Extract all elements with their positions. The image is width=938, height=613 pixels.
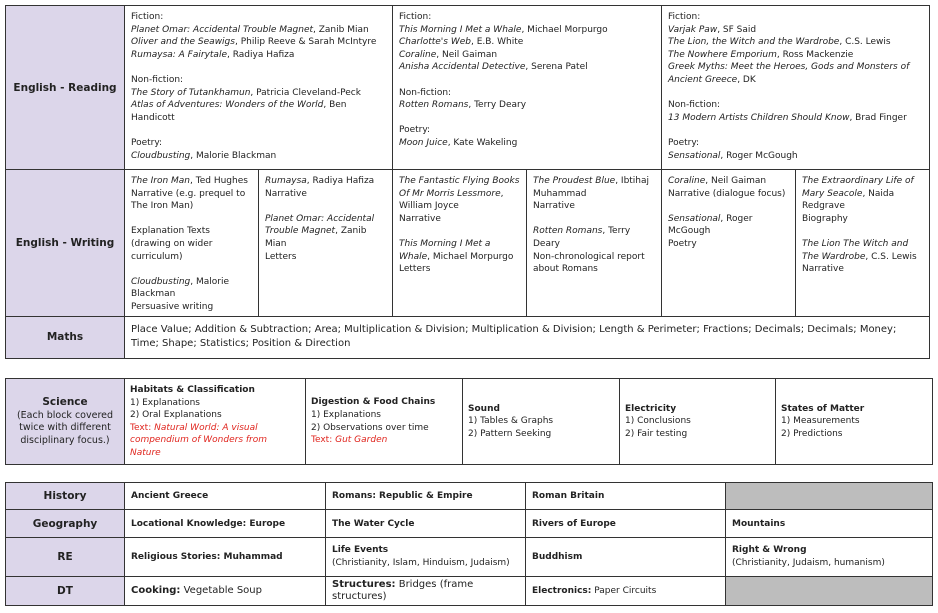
list-item: [399, 137, 655, 150]
spacer: [668, 87, 923, 100]
geography-cell-4-text: Mountains: [732, 518, 786, 529]
book-title: The Iron Man: [131, 176, 191, 186]
dt-cell-2-bold: Structures:: [332, 579, 396, 590]
re-cell-3-title: Buddhism: [532, 551, 583, 562]
re-cell-1-title: Religious Stories: Muhammad: [131, 551, 283, 562]
spacer: [131, 124, 386, 137]
science-block-title: Electricity: [625, 403, 677, 414]
book-author: , Kate Wakeling: [447, 137, 518, 148]
list-item: [265, 175, 386, 188]
list-item: [131, 150, 386, 163]
list-item: [131, 137, 386, 150]
science-block-3: [463, 379, 620, 465]
list-item: [131, 24, 386, 37]
re-cell-4-title: Right & Wrong: [732, 545, 807, 556]
spacer: [668, 200, 789, 213]
science-label: [6, 379, 125, 465]
dt-row: [6, 577, 933, 606]
re-cell-1-content: [125, 549, 325, 566]
book-author: , C.S. Lewis: [865, 251, 917, 262]
book-author: , Roger McGough: [668, 213, 753, 237]
science-text-title: Gut Garden: [335, 435, 388, 446]
line-text: Narrative: [802, 264, 844, 275]
book-title: 13 Modern Artists Children Should Know: [668, 112, 850, 123]
line-text: Poetry:: [668, 137, 700, 148]
science-block-2-content: [306, 391, 462, 451]
list-item: [802, 213, 923, 226]
list-item: [533, 175, 655, 200]
geography-row: [6, 510, 933, 538]
book-title: The Fantastic Flying Books Of Mr Morris Lessmore: [399, 176, 520, 199]
line-text: Non-fiction:: [131, 74, 184, 85]
line-text: Explanation Texts (drawing on wider curriculum): [131, 226, 213, 262]
science-block-2: [306, 379, 463, 465]
dt-cell-2-content: [326, 577, 525, 605]
list-item: [131, 175, 252, 188]
science-text-line: [311, 434, 457, 447]
re-cell-2-title: Life Events: [332, 545, 389, 556]
writing-col-6-content: [796, 170, 929, 278]
book-title: Planet Omar: Accidental Trouble Magnet: [265, 213, 375, 237]
book-author: , Philip Reeve & Sarah McIntyre: [234, 37, 377, 48]
list-item: [131, 225, 252, 263]
line-text: Persuasive writing: [131, 301, 214, 312]
book-author: , Malorie Blackman: [190, 150, 277, 161]
science-block-5-content: [776, 398, 932, 446]
geography-cell-2: [326, 510, 526, 538]
book-author: , Radiya Hafiza: [306, 176, 375, 186]
history-cell-3-text: Roman Britain: [532, 491, 605, 501]
maths-label: Maths: [6, 316, 125, 358]
science-text-title: Natural World: A visual compendium of Wonders from Nature: [130, 422, 268, 458]
geography-cell-1: [125, 510, 326, 538]
geography-cell-1-text: Locational Knowledge: Europe: [131, 518, 286, 529]
line-text: Narrative: [533, 201, 575, 212]
science-block-title: States of Matter: [781, 403, 865, 414]
dt-cell-1-rest: Vegetable Soup: [180, 585, 262, 596]
science-text-line: [130, 422, 300, 459]
list-item: [533, 225, 655, 250]
dt-cell-2-rest: Bridges (frame structures): [332, 579, 474, 602]
dt-cell-3-rest: Paper Circuits: [591, 586, 657, 596]
re-cell-2-content: [326, 542, 525, 571]
science-focus-line: 1) Tables & Graphs: [468, 416, 554, 427]
re-row: [6, 538, 933, 577]
book-author: , Roger McGough: [720, 150, 798, 161]
science-block-title: Sound: [468, 403, 500, 414]
list-item: [668, 112, 923, 125]
maths-content: Place Value; Addition & Subtraction; Area; Multiplication & Division; Multiplication & Division; Length & Perimeter; Fractions; Decimals; Decimals; Money; Time; Shape; Statistics; Position & Direction: [125, 316, 930, 358]
writing-col-2-content: [259, 170, 392, 265]
book-title: The Lion, the Witch and the Wardrobe: [668, 37, 840, 48]
science-focus-line: 1) Measurements: [781, 416, 860, 427]
history-cell-2: [326, 483, 526, 510]
science-block-4: [620, 379, 776, 465]
line-text: Poetry:: [399, 125, 431, 136]
book-author: , Radiya Hafiza: [226, 49, 295, 60]
writing-col-2: [259, 170, 393, 317]
list-item: [131, 276, 252, 301]
writing-col-6: [796, 170, 930, 317]
re-cell-1: [125, 538, 326, 577]
science-focus-line: 1) Explanations: [311, 409, 381, 420]
spacer: [131, 263, 252, 276]
book-author: , Michael Morpurgo: [427, 251, 514, 262]
science-focus-line: 1) Explanations: [130, 397, 200, 408]
book-author: , Terry Deary: [468, 100, 527, 111]
science-table: [5, 378, 933, 465]
science-block-title: Habitats & Classification: [130, 385, 255, 395]
book-title: Oliver and the Seawigs: [131, 37, 235, 48]
book-author: , Neil Gaiman: [705, 176, 767, 186]
book-author: , Naida Redgrave: [802, 188, 895, 212]
list-item: [399, 49, 655, 62]
line-text: Non-chronological report about Romans: [533, 251, 645, 275]
list-item: [131, 301, 252, 314]
foundation-table: [5, 482, 933, 606]
book-author: , Zanib Mian: [313, 24, 369, 35]
science-block-3-content: [463, 398, 619, 446]
book-title: The Extraordinary Life of Mary Seacole: [802, 176, 914, 199]
reading-col-1: [125, 6, 393, 170]
list-item: [668, 11, 923, 24]
re-cell-3-content: [526, 549, 725, 566]
dt-cell-3: [526, 577, 726, 606]
re-cell-3: [526, 538, 726, 577]
dt-cell-3-content: [526, 583, 725, 599]
line-text: Narrative (e.g. prequel to The Iron Man): [131, 188, 246, 212]
list-item: [802, 238, 923, 263]
spacer: [802, 225, 923, 238]
science-focus-line: 2) Predictions: [781, 428, 843, 439]
reading-col-1-content: [125, 6, 392, 164]
dt-cell-2: [326, 577, 526, 606]
list-item: [399, 213, 520, 226]
re-cell-4: [726, 538, 933, 577]
re-label: RE: [6, 538, 125, 577]
book-author: , SF Said: [717, 24, 757, 35]
book-title: This Morning I Met a Whale: [399, 24, 522, 35]
spacer: [399, 74, 655, 87]
book-title: Cloudbusting: [131, 150, 191, 161]
book-title: Coraline: [668, 176, 706, 186]
list-item: [131, 11, 386, 24]
reading-col-3: [662, 6, 930, 170]
list-item: [399, 36, 655, 49]
science-focus-line: 2) Fair testing: [625, 428, 688, 439]
re-cell-4-sub: (Christianity, Judaism, humanism): [732, 558, 885, 568]
book-author: , Michael Morpurgo: [521, 24, 608, 35]
list-item: [131, 99, 386, 124]
list-item: [668, 150, 923, 163]
line-text: Poetry:: [131, 137, 163, 148]
spacer: [131, 61, 386, 74]
maths-row: [6, 316, 930, 358]
list-item: [399, 24, 655, 37]
book-title: Rotten Romans: [399, 100, 469, 111]
list-item: [399, 99, 655, 112]
book-author: , Neil Gaiman: [436, 49, 498, 60]
writing-col-5: [662, 170, 796, 317]
science-text-prefix: Text:: [311, 435, 336, 446]
book-author: , Ted Hughes: [190, 176, 248, 186]
history-empty-cell: [726, 483, 933, 510]
book-title: Rumaysa: [265, 176, 307, 186]
list-item: [399, 263, 520, 276]
book-author: , Ibtihaj Muhammad: [533, 176, 650, 199]
list-item: [399, 11, 655, 24]
list-item: [668, 24, 923, 37]
writing-col-4-content: [527, 170, 661, 278]
book-author: , Terry Deary: [533, 226, 631, 249]
history-row: [6, 483, 933, 510]
book-title: Rumaysa: A Fairytale: [131, 49, 227, 60]
spacer: [399, 112, 655, 125]
list-item: [668, 36, 923, 49]
science-focus-line: 2) Observations over time: [311, 422, 429, 433]
science-note: (Each block covered twice with different disciplinary focus.): [16, 409, 114, 446]
line-text: Narrative (dialogue focus): [668, 188, 786, 199]
science-focus-line: 1) Conclusions: [625, 416, 691, 427]
list-item: [668, 213, 789, 238]
reading-col-2: [393, 6, 662, 170]
spacer: [265, 200, 386, 213]
book-title: The Proudest Blue: [533, 176, 616, 186]
science-block-5: [776, 379, 933, 465]
list-item: [131, 49, 386, 62]
dt-empty-cell: [726, 577, 933, 606]
book-title: The Story of Tutankhamun: [131, 87, 251, 98]
list-item: [399, 238, 520, 263]
book-author: , C.S. Lewis: [839, 37, 891, 48]
book-author: , Malorie Blackman: [131, 276, 230, 300]
book-author: , William Joyce: [399, 188, 504, 212]
book-title: Cloudbusting: [131, 276, 191, 287]
spacer: [533, 213, 655, 226]
science-title: Science: [42, 396, 88, 408]
line-text: Fiction:: [131, 12, 164, 22]
re-cell-2-sub: (Christianity, Islam, Hinduism, Judaism): [332, 558, 510, 568]
science-block-title: Digestion & Food Chains: [311, 397, 436, 408]
list-item: [802, 175, 923, 213]
spacer: [131, 213, 252, 226]
line-text: Non-fiction:: [399, 87, 452, 98]
writing-col-1: [125, 170, 259, 317]
book-title: The Lion The Witch and The Wardrobe: [802, 238, 909, 262]
list-item: [533, 251, 655, 276]
line-text: Biography: [802, 213, 848, 224]
line-text: Narrative: [399, 213, 441, 224]
list-item: [668, 61, 923, 86]
book-title: Planet Omar: Accidental Trouble Magnet: [131, 24, 314, 35]
book-author: , Ross Mackenzie: [776, 49, 854, 60]
english-maths-table: [5, 5, 930, 359]
book-title: Coraline: [399, 49, 437, 60]
book-author: , Zanib Mian: [265, 226, 367, 249]
line-text: Poetry: [668, 238, 697, 249]
list-item: [668, 49, 923, 62]
geography-cell-2-text: The Water Cycle: [332, 518, 415, 529]
book-author: , DK: [737, 74, 756, 85]
list-item: [399, 87, 655, 100]
list-item: [668, 188, 789, 201]
reading-label: English - Reading: [6, 6, 125, 170]
list-item: [668, 137, 923, 150]
science-block-1-content: [125, 379, 305, 464]
geography-cell-3: [526, 510, 726, 538]
dt-cell-1: [125, 577, 326, 606]
list-item: [399, 175, 520, 213]
history-cell-3: [526, 483, 726, 510]
science-focus-line: 2) Oral Explanations: [130, 410, 222, 421]
dt-cell-1-bold: Cooking:: [131, 585, 181, 596]
writing-col-1-content: [125, 170, 258, 316]
science-row: [6, 379, 933, 465]
list-item: [399, 61, 655, 74]
book-title: Anisha Accidental Detective: [399, 62, 526, 73]
book-title: Charlotte's Web: [399, 37, 471, 48]
list-item: [265, 213, 386, 251]
dt-cell-3-bold: Electronics:: [532, 586, 592, 596]
writing-col-3-content: [393, 170, 526, 278]
book-author: , E.B. White: [470, 37, 524, 48]
book-author: , Ben Handicott: [131, 100, 347, 123]
list-item: [131, 188, 252, 213]
reading-col-2-content: [393, 6, 661, 152]
list-item: [265, 188, 386, 201]
book-title: Rotten Romans: [533, 226, 603, 237]
history-cell-1: [125, 483, 326, 510]
list-item: [131, 36, 386, 49]
writing-col-4: [527, 170, 662, 317]
writing-row: [6, 170, 930, 317]
book-author: , Patricia Cleveland-Peck: [250, 87, 361, 98]
line-text: Letters: [265, 251, 297, 262]
line-text: Letters: [399, 264, 431, 275]
list-item: [131, 74, 386, 87]
writing-col-5-content: [662, 170, 795, 253]
reading-row: [6, 6, 930, 170]
list-item: [802, 263, 923, 276]
re-cell-4-content: [726, 542, 932, 571]
book-title: Varjak Paw: [668, 24, 718, 35]
spacer: [668, 124, 923, 137]
book-author: , Brad Finger: [849, 112, 907, 123]
re-cell-2: [326, 538, 526, 577]
history-label: History: [6, 483, 125, 510]
science-focus-line: 2) Pattern Seeking: [468, 428, 552, 439]
book-title: This Morning I Met a Whale: [399, 238, 491, 262]
writing-label: English - Writing: [6, 170, 125, 317]
dt-cell-1-content: [125, 583, 325, 599]
line-text: Non-fiction:: [668, 100, 721, 111]
book-title: Sensational: [668, 150, 721, 161]
science-text-prefix: Text:: [130, 422, 155, 433]
list-item: [131, 87, 386, 100]
science-block-1: [125, 379, 306, 465]
list-item: [265, 251, 386, 264]
line-text: Fiction:: [399, 12, 432, 22]
list-item: [668, 175, 789, 188]
reading-col-3-content: [662, 6, 929, 164]
line-text: Fiction:: [668, 12, 701, 22]
history-cell-1-text: Ancient Greece: [131, 491, 209, 501]
dt-label: DT: [6, 577, 125, 606]
book-title: The Nowhere Emporium: [668, 49, 777, 60]
geography-cell-3-text: Rivers of Europe: [532, 518, 616, 529]
spacer: [399, 225, 520, 238]
geography-cell-4: [726, 510, 933, 538]
book-title: Greek Myths: Meet the Heroes, Gods and Monsters of Ancient Greece: [668, 62, 910, 85]
list-item: [668, 238, 789, 251]
list-item: [399, 124, 655, 137]
book-title: Moon Juice: [399, 137, 448, 148]
geography-label: Geography: [6, 510, 125, 538]
history-cell-2-text: Romans: Republic & Empire: [332, 491, 473, 501]
line-text: Narrative: [265, 188, 307, 199]
science-block-4-content: [620, 398, 775, 446]
list-item: [668, 99, 923, 112]
book-author: , Serena Patel: [525, 62, 588, 73]
list-item: [533, 200, 655, 213]
book-title: Sensational: [668, 213, 721, 224]
book-title: Atlas of Adventures: Wonders of the World: [131, 100, 324, 111]
writing-col-3: [393, 170, 527, 317]
